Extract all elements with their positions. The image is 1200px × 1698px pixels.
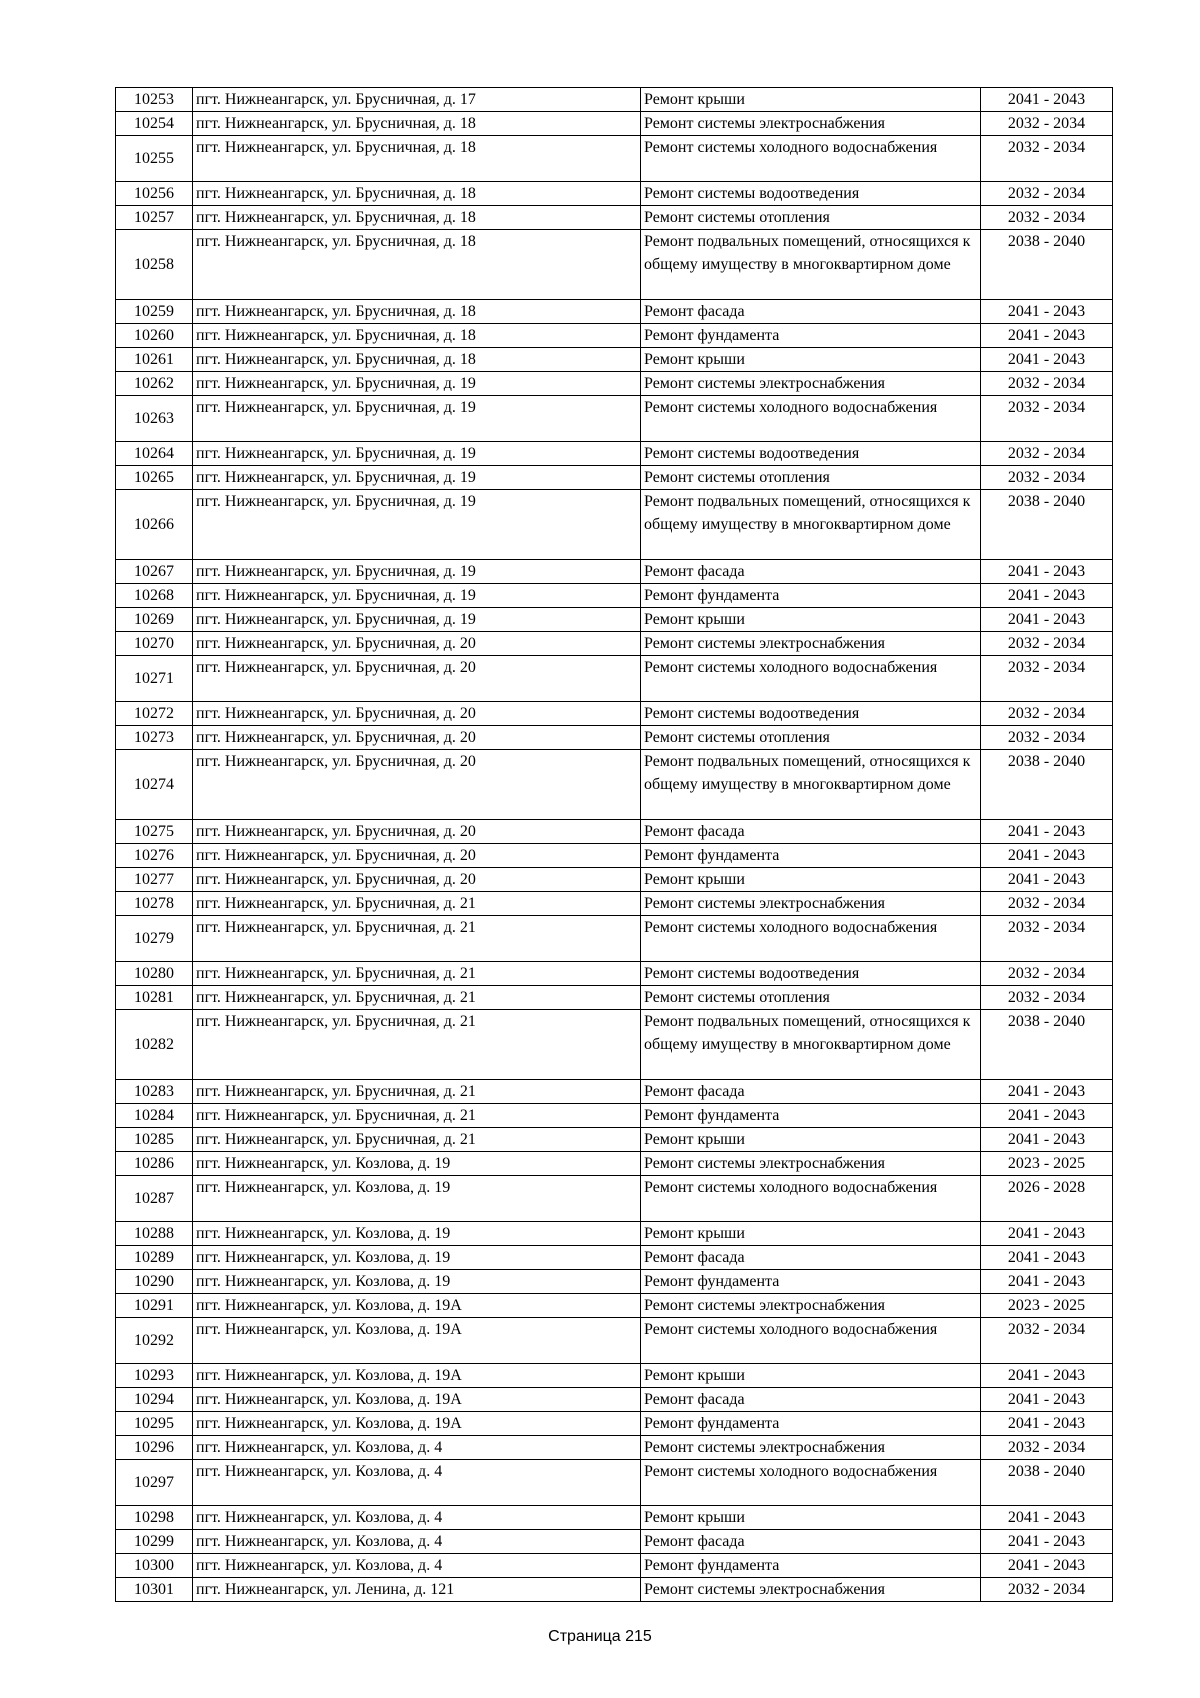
address-cell: пгт. Нижнеангарск, ул. Брусничная, д. 18 [193,324,641,348]
period-cell: 2041 - 2043 [981,1364,1113,1388]
work-type-cell: Ремонт подвальных помещений, относящихся к общему имуществу в многоквартирном доме [641,490,981,560]
table-row [116,656,1113,702]
work-type-cell: Ремонт системы отопления [641,726,981,750]
row-number-cell: 10266 [116,490,193,560]
row-number-cell: 10276 [116,844,193,868]
work-type-cell: Ремонт фундамента [641,584,981,608]
work-type-cell: Ремонт системы холодного водоснабжения [641,1460,981,1506]
address-cell: пгт. Нижнеангарск, ул. Козлова, д. 19А [193,1294,641,1318]
period-cell: 2023 - 2025 [981,1294,1113,1318]
period-cell: 2041 - 2043 [981,1554,1113,1578]
work-type-cell: Ремонт системы водоотведения [641,962,981,986]
address-cell: пгт. Нижнеангарск, ул. Козлова, д. 19А [193,1412,641,1436]
address-cell: пгт. Нижнеангарск, ул. Брусничная, д. 21 [193,892,641,916]
period-cell: 2041 - 2043 [981,608,1113,632]
row-number-cell: 10283 [116,1080,193,1104]
period-cell: 2041 - 2043 [981,1246,1113,1270]
address-cell: пгт. Нижнеангарск, ул. Брусничная, д. 21 [193,916,641,962]
address-cell: пгт. Нижнеангарск, ул. Брусничная, д. 21 [193,962,641,986]
period-cell: 2041 - 2043 [981,844,1113,868]
address-cell: пгт. Нижнеангарск, ул. Брусничная, д. 19 [193,466,641,490]
repair-schedule-table [115,87,1113,1602]
table-row [116,1104,1113,1128]
period-cell: 2038 - 2040 [981,1010,1113,1080]
period-cell: 2038 - 2040 [981,750,1113,820]
address-cell: пгт. Нижнеангарск, ул. Брусничная, д. 19 [193,442,641,466]
table-row [116,1270,1113,1294]
table-row [116,182,1113,206]
period-cell: 2032 - 2034 [981,892,1113,916]
period-cell: 2032 - 2034 [981,206,1113,230]
period-cell: 2041 - 2043 [981,348,1113,372]
row-number-cell: 10279 [116,916,193,962]
period-cell: 2032 - 2034 [981,182,1113,206]
table-row [116,372,1113,396]
table-row [116,1388,1113,1412]
table-row [116,1436,1113,1460]
period-cell: 2032 - 2034 [981,726,1113,750]
page-number: Страница 215 [548,1628,652,1645]
table-row [116,702,1113,726]
address-cell: пгт. Нижнеангарск, ул. Брусничная, д. 17 [193,88,641,112]
period-cell: 2032 - 2034 [981,136,1113,182]
table-row [116,1364,1113,1388]
table-row [116,230,1113,300]
row-number-cell: 10258 [116,230,193,300]
work-type-cell: Ремонт крыши [641,608,981,632]
work-type-cell: Ремонт системы электроснабжения [641,112,981,136]
work-type-cell: Ремонт системы холодного водоснабжения [641,396,981,442]
work-type-cell: Ремонт фундамента [641,1554,981,1578]
address-cell: пгт. Нижнеангарск, ул. Козлова, д. 19А [193,1318,641,1364]
row-number-cell: 10272 [116,702,193,726]
period-cell: 2032 - 2034 [981,916,1113,962]
address-cell: пгт. Нижнеангарск, ул. Брусничная, д. 18 [193,112,641,136]
table-row [116,1010,1113,1080]
address-cell: пгт. Нижнеангарск, ул. Козлова, д. 4 [193,1530,641,1554]
address-cell: пгт. Нижнеангарск, ул. Брусничная, д. 19 [193,608,641,632]
table-row [116,608,1113,632]
work-type-cell: Ремонт системы электроснабжения [641,632,981,656]
work-type-cell: Ремонт системы электроснабжения [641,1436,981,1460]
row-number-cell: 10259 [116,300,193,324]
work-type-cell: Ремонт фасада [641,300,981,324]
period-cell: 2032 - 2034 [981,962,1113,986]
address-cell: пгт. Нижнеангарск, ул. Брусничная, д. 18 [193,348,641,372]
work-type-cell: Ремонт фундамента [641,844,981,868]
row-number-cell: 10256 [116,182,193,206]
row-number-cell: 10273 [116,726,193,750]
work-type-cell: Ремонт системы отопления [641,986,981,1010]
table-row [116,396,1113,442]
table-row [116,1152,1113,1176]
work-type-cell: Ремонт системы холодного водоснабжения [641,1176,981,1222]
row-number-cell: 10300 [116,1554,193,1578]
table-row [116,206,1113,230]
work-type-cell: Ремонт фасада [641,820,981,844]
row-number-cell: 10284 [116,1104,193,1128]
row-number-cell: 10289 [116,1246,193,1270]
table-row [116,348,1113,372]
period-cell: 2041 - 2043 [981,324,1113,348]
table-row [116,1246,1113,1270]
table-row [116,892,1113,916]
work-type-cell: Ремонт фасада [641,560,981,584]
row-number-cell: 10297 [116,1460,193,1506]
table-row [116,1176,1113,1222]
table-row [116,844,1113,868]
table-row [116,1460,1113,1506]
address-cell: пгт. Нижнеангарск, ул. Брусничная, д. 19 [193,396,641,442]
address-cell: пгт. Нижнеангарск, ул. Брусничная, д. 21 [193,1104,641,1128]
address-cell: пгт. Нижнеангарск, ул. Ленина, д. 121 [193,1578,641,1602]
row-number-cell: 10274 [116,750,193,820]
table-row [116,136,1113,182]
period-cell: 2038 - 2040 [981,230,1113,300]
address-cell: пгт. Нижнеангарск, ул. Брусничная, д. 20 [193,844,641,868]
page-footer [0,1628,1200,1646]
work-type-cell: Ремонт системы электроснабжения [641,1578,981,1602]
work-type-cell: Ремонт системы электроснабжения [641,1152,981,1176]
address-cell: пгт. Нижнеангарск, ул. Козлова, д. 19 [193,1152,641,1176]
row-number-cell: 10299 [116,1530,193,1554]
address-cell: пгт. Нижнеангарск, ул. Козлова, д. 19 [193,1176,641,1222]
address-cell: пгт. Нижнеангарск, ул. Брусничная, д. 20 [193,656,641,702]
table-row [116,1554,1113,1578]
work-type-cell: Ремонт фундамента [641,1104,981,1128]
address-cell: пгт. Нижнеангарск, ул. Козлова, д. 19А [193,1388,641,1412]
row-number-cell: 10290 [116,1270,193,1294]
address-cell: пгт. Нижнеангарск, ул. Брусничная, д. 20 [193,820,641,844]
work-type-cell: Ремонт системы электроснабжения [641,892,981,916]
work-type-cell: Ремонт подвальных помещений, относящихся к общему имуществу в многоквартирном доме [641,1010,981,1080]
work-type-cell: Ремонт крыши [641,1128,981,1152]
address-cell: пгт. Нижнеангарск, ул. Брусничная, д. 21 [193,986,641,1010]
table-row [116,1578,1113,1602]
period-cell: 2041 - 2043 [981,1270,1113,1294]
table-row [116,1080,1113,1104]
work-type-cell: Ремонт крыши [641,348,981,372]
work-type-cell: Ремонт крыши [641,88,981,112]
work-type-cell: Ремонт фундамента [641,324,981,348]
work-type-cell: Ремонт фасада [641,1080,981,1104]
address-cell: пгт. Нижнеангарск, ул. Брусничная, д. 18 [193,206,641,230]
work-type-cell: Ремонт системы холодного водоснабжения [641,916,981,962]
address-cell: пгт. Нижнеангарск, ул. Козлова, д. 4 [193,1460,641,1506]
address-cell: пгт. Нижнеангарск, ул. Брусничная, д. 21 [193,1010,641,1080]
address-cell: пгт. Нижнеангарск, ул. Брусничная, д. 20 [193,726,641,750]
work-type-cell: Ремонт фундамента [641,1270,981,1294]
work-type-cell: Ремонт системы отопления [641,206,981,230]
period-cell: 2041 - 2043 [981,1080,1113,1104]
row-number-cell: 10270 [116,632,193,656]
work-type-cell: Ремонт системы электроснабжения [641,372,981,396]
period-cell: 2041 - 2043 [981,820,1113,844]
address-cell: пгт. Нижнеангарск, ул. Брусничная, д. 19 [193,372,641,396]
row-number-cell: 10264 [116,442,193,466]
address-cell: пгт. Нижнеангарск, ул. Брусничная, д. 19 [193,584,641,608]
address-cell: пгт. Нижнеангарск, ул. Козлова, д. 4 [193,1506,641,1530]
work-type-cell: Ремонт крыши [641,1222,981,1246]
period-cell: 2041 - 2043 [981,88,1113,112]
address-cell: пгт. Нижнеангарск, ул. Брусничная, д. 20 [193,750,641,820]
row-number-cell: 10282 [116,1010,193,1080]
row-number-cell: 10294 [116,1388,193,1412]
period-cell: 2032 - 2034 [981,466,1113,490]
table-row [116,324,1113,348]
address-cell: пгт. Нижнеангарск, ул. Козлова, д. 19 [193,1246,641,1270]
period-cell: 2032 - 2034 [981,656,1113,702]
table-row [116,962,1113,986]
address-cell: пгт. Нижнеангарск, ул. Брусничная, д. 20 [193,868,641,892]
row-number-cell: 10257 [116,206,193,230]
address-cell: пгт. Нижнеангарск, ул. Козлова, д. 19 [193,1222,641,1246]
row-number-cell: 10293 [116,1364,193,1388]
work-type-cell: Ремонт системы водоотведения [641,702,981,726]
address-cell: пгт. Нижнеангарск, ул. Брусничная, д. 18 [193,300,641,324]
table-row [116,868,1113,892]
table-body [116,88,1113,1602]
period-cell: 2038 - 2040 [981,490,1113,560]
address-cell: пгт. Нижнеангарск, ул. Брусничная, д. 19 [193,560,641,584]
work-type-cell: Ремонт системы отопления [641,466,981,490]
address-cell: пгт. Нижнеангарск, ул. Брусничная, д. 20 [193,702,641,726]
work-type-cell: Ремонт системы водоотведения [641,442,981,466]
table-row [116,1318,1113,1364]
period-cell: 2026 - 2028 [981,1176,1113,1222]
table-row [116,584,1113,608]
address-cell: пгт. Нижнеангарск, ул. Козлова, д. 4 [193,1554,641,1578]
work-type-cell: Ремонт фундамента [641,1412,981,1436]
table-row [116,1128,1113,1152]
row-number-cell: 10263 [116,396,193,442]
row-number-cell: 10278 [116,892,193,916]
table-row [116,88,1113,112]
table-row [116,916,1113,962]
row-number-cell: 10271 [116,656,193,702]
work-type-cell: Ремонт фасада [641,1530,981,1554]
row-number-cell: 10261 [116,348,193,372]
row-number-cell: 10281 [116,986,193,1010]
work-type-cell: Ремонт подвальных помещений, относящихся к общему имуществу в многоквартирном доме [641,750,981,820]
row-number-cell: 10298 [116,1506,193,1530]
address-cell: пгт. Нижнеангарск, ул. Брусничная, д. 21 [193,1128,641,1152]
table-row [116,442,1113,466]
row-number-cell: 10262 [116,372,193,396]
row-number-cell: 10253 [116,88,193,112]
row-number-cell: 10291 [116,1294,193,1318]
row-number-cell: 10277 [116,868,193,892]
table-row [116,300,1113,324]
table-row [116,1222,1113,1246]
work-type-cell: Ремонт фасада [641,1388,981,1412]
period-cell: 2041 - 2043 [981,1104,1113,1128]
row-number-cell: 10286 [116,1152,193,1176]
table-row [116,1530,1113,1554]
row-number-cell: 10295 [116,1412,193,1436]
period-cell: 2032 - 2034 [981,986,1113,1010]
row-number-cell: 10288 [116,1222,193,1246]
period-cell: 2041 - 2043 [981,868,1113,892]
work-type-cell: Ремонт крыши [641,1364,981,1388]
row-number-cell: 10280 [116,962,193,986]
period-cell: 2023 - 2025 [981,1152,1113,1176]
period-cell: 2041 - 2043 [981,560,1113,584]
work-type-cell: Ремонт системы холодного водоснабжения [641,136,981,182]
row-number-cell: 10269 [116,608,193,632]
work-type-cell: Ремонт подвальных помещений, относящихся к общему имуществу в многоквартирном доме [641,230,981,300]
work-type-cell: Ремонт системы холодного водоснабжения [641,1318,981,1364]
address-cell: пгт. Нижнеангарск, ул. Козлова, д. 19 [193,1270,641,1294]
row-number-cell: 10285 [116,1128,193,1152]
address-cell: пгт. Нижнеангарск, ул. Козлова, д. 19А [193,1364,641,1388]
period-cell: 2032 - 2034 [981,396,1113,442]
period-cell: 2032 - 2034 [981,1318,1113,1364]
table-row [116,466,1113,490]
period-cell: 2041 - 2043 [981,1506,1113,1530]
row-number-cell: 10296 [116,1436,193,1460]
period-cell: 2032 - 2034 [981,442,1113,466]
work-type-cell: Ремонт крыши [641,868,981,892]
period-cell: 2032 - 2034 [981,1578,1113,1602]
row-number-cell: 10275 [116,820,193,844]
address-cell: пгт. Нижнеангарск, ул. Брусничная, д. 20 [193,632,641,656]
work-type-cell: Ремонт системы электроснабжения [641,1294,981,1318]
address-cell: пгт. Нижнеангарск, ул. Брусничная, д. 21 [193,1080,641,1104]
work-type-cell: Ремонт системы водоотведения [641,182,981,206]
row-number-cell: 10254 [116,112,193,136]
period-cell: 2041 - 2043 [981,584,1113,608]
address-cell: пгт. Нижнеангарск, ул. Брусничная, д. 18 [193,136,641,182]
row-number-cell: 10267 [116,560,193,584]
address-cell: пгт. Нижнеангарск, ул. Козлова, д. 4 [193,1436,641,1460]
period-cell: 2032 - 2034 [981,372,1113,396]
table-row [116,112,1113,136]
table-row [116,490,1113,560]
period-cell: 2041 - 2043 [981,1412,1113,1436]
work-type-cell: Ремонт системы холодного водоснабжения [641,656,981,702]
table-row [116,986,1113,1010]
table-row [116,750,1113,820]
table-row [116,560,1113,584]
row-number-cell: 10292 [116,1318,193,1364]
row-number-cell: 10255 [116,136,193,182]
period-cell: 2032 - 2034 [981,1436,1113,1460]
row-number-cell: 10265 [116,466,193,490]
address-cell: пгт. Нижнеангарск, ул. Брусничная, д. 18 [193,230,641,300]
table-row [116,1294,1113,1318]
period-cell: 2032 - 2034 [981,632,1113,656]
row-number-cell: 10287 [116,1176,193,1222]
table-row [116,726,1113,750]
period-cell: 2041 - 2043 [981,300,1113,324]
period-cell: 2038 - 2040 [981,1460,1113,1506]
work-type-cell: Ремонт крыши [641,1506,981,1530]
address-cell: пгт. Нижнеангарск, ул. Брусничная, д. 18 [193,182,641,206]
table-row [116,1506,1113,1530]
address-cell: пгт. Нижнеангарск, ул. Брусничная, д. 19 [193,490,641,560]
table-row [116,632,1113,656]
work-type-cell: Ремонт фасада [641,1246,981,1270]
period-cell: 2032 - 2034 [981,702,1113,726]
period-cell: 2041 - 2043 [981,1128,1113,1152]
table-row [116,1412,1113,1436]
period-cell: 2041 - 2043 [981,1530,1113,1554]
row-number-cell: 10301 [116,1578,193,1602]
row-number-cell: 10268 [116,584,193,608]
period-cell: 2041 - 2043 [981,1222,1113,1246]
period-cell: 2041 - 2043 [981,1388,1113,1412]
table-row [116,820,1113,844]
row-number-cell: 10260 [116,324,193,348]
period-cell: 2032 - 2034 [981,112,1113,136]
